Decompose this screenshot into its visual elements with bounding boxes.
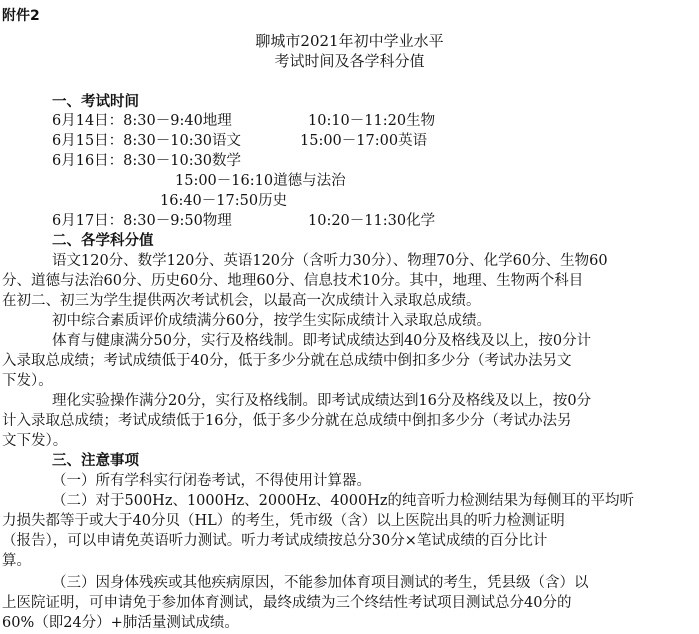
schedule-jun16-afternoon-1: 15:00－16:10道德与法治	[175, 173, 346, 189]
document-title-line2: 考试时间及各学科分值	[274, 52, 425, 70]
pe-paragraph-line: 入录取总成绩；考试成绩低于40分，低于多少分就在总成绩中倒扣多少分（考试办法另文	[2, 353, 572, 369]
note-3-line: 60%（即24分）+肺活量测试成绩。	[2, 615, 239, 631]
schedule-jun14-afternoon: 10:10－11:20生物	[308, 113, 436, 129]
schedule-jun17-afternoon: 10:20－11:30化学	[308, 213, 436, 229]
section-title-subject-scores: 二、各学科分值	[52, 233, 154, 249]
section-title-exam-time: 一、考试时间	[52, 94, 139, 110]
note-2-line: 算。	[2, 553, 31, 569]
pe-paragraph-line: 下发）。	[2, 373, 53, 389]
comprehensive-evaluation-paragraph: 初中综合素质评价成绩满分60分，按学生实际成绩计入录取总成绩。	[52, 313, 491, 329]
lab-paragraph-line: 文下发）。	[2, 433, 68, 449]
note-3-line: （三）因身体残疾或其他疾病原因，不能参加体育项目测试的考生，凭县级（含）以	[52, 575, 589, 591]
note-2-line: （报告），可以申请免英语听力测试。听力考试成绩按总分30分×笔试成绩的百分比计	[2, 533, 548, 549]
note-2-line: （二）对于500Hz、1000Hz、2000Hz、4000Hz的纯音听力检测结果为每侧耳的平均听	[52, 493, 635, 509]
note-1: （一）所有学科实行闭卷考试，不得使用计算器。	[52, 473, 371, 489]
section-title-notes: 三、注意事项	[52, 453, 139, 469]
schedule-jun15-morning: 6月15日：8:30－10:30语文	[52, 133, 242, 149]
document-title-line1: 聊城市2021年初中学业水平	[255, 32, 444, 50]
lab-paragraph-line: 计入录取总成绩；考试成绩低于16分，低于多少分就在总成绩中倒扣多少分（考试办法另	[2, 413, 572, 429]
note-3-line: 上医院证明，可申请免于参加体育测试，最终成绩为三个终结性考试项目测试总分40分的	[2, 595, 572, 611]
schedule-jun15-afternoon: 15:00－17:00英语	[300, 133, 428, 149]
scores-paragraph-line: 在初二、初三为学生提供两次考试机会，以最高一次成绩计入录取总成绩。	[2, 293, 481, 309]
schedule-jun16-morning: 6月16日：8:30－10:30数学	[52, 153, 242, 169]
attachment-label: 附件2	[2, 8, 40, 24]
pe-paragraph-line: 体育与健康满分50分，实行及格线制。即考试成绩达到40分及格线及以上，按0分计	[52, 333, 592, 349]
lab-paragraph-line: 理化实验操作满分20分，实行及格线制。即考试成绩达到16分及格线及以上，按0分	[52, 393, 592, 409]
schedule-jun17-morning: 6月17日：8:30－9:50物理	[52, 213, 232, 229]
schedule-jun14-morning: 6月14日：8:30－9:40地理	[52, 113, 232, 129]
note-2-line: 力损失都等于或大于40分贝（HL）的考生，凭市级（含）以上医院出具的听力检测证明	[2, 513, 565, 529]
schedule-jun16-afternoon-2: 16:40－17:50历史	[160, 193, 288, 209]
scores-paragraph-line: 分、道德与法治60分、历史60分、地理60分、信息技术10分。其中，地理、生物两个科目	[2, 273, 584, 289]
scores-paragraph-line: 语文120分、数学120分、英语120分（含听力30分）、物理70分、化学60分、生物60	[52, 253, 608, 269]
